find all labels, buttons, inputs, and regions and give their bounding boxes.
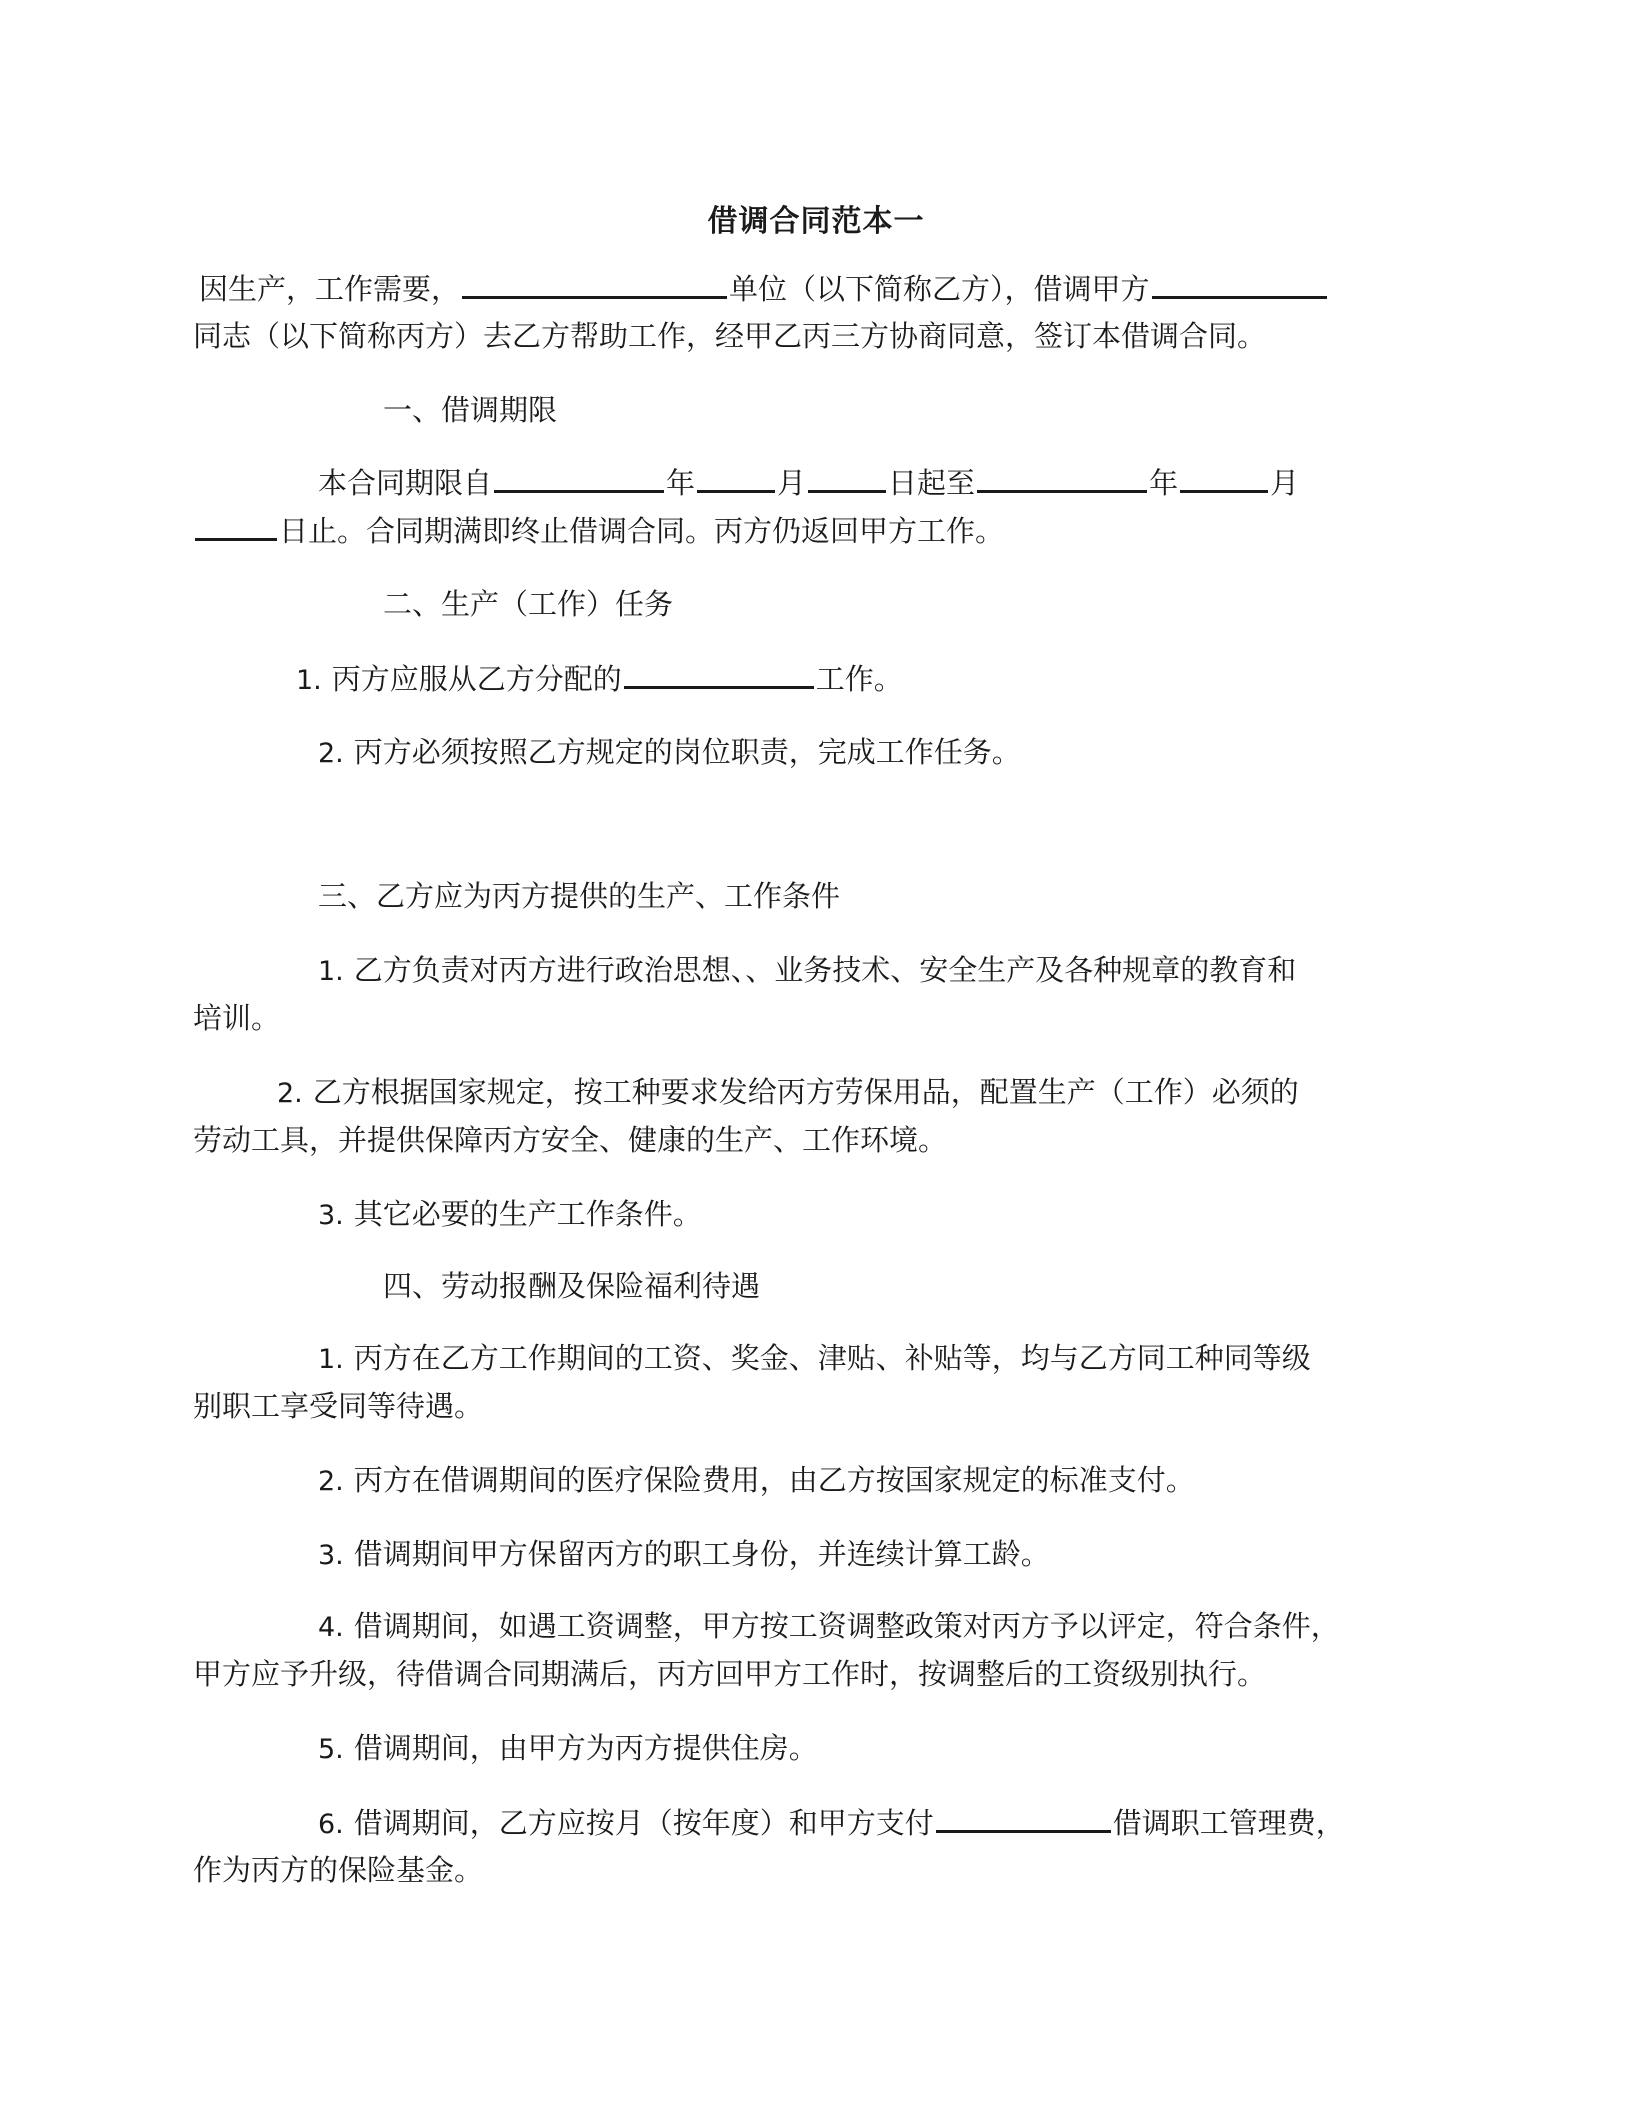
section-4-item-1-line-2: 别职工享受同等待遇。 [193, 1389, 484, 1423]
colleague-name-blank[interactable] [1152, 270, 1327, 299]
end-day-blank[interactable] [195, 512, 277, 541]
intro-text-a: 因生产，工作需要， [199, 272, 461, 306]
intro-line-2: 同志（以下简称丙方）去乙方帮助工作，经甲乙丙三方协商同意，签订本借调合同。 [193, 319, 1267, 353]
end-month-blank[interactable] [1180, 464, 1268, 493]
document-title: 借调合同范本一 [707, 204, 925, 239]
item-number: 1. [318, 956, 344, 987]
item-text-a: 借调期间，乙方应按月（按年度）和甲方支付 [353, 1806, 934, 1840]
item-number: 1. [318, 1344, 344, 1375]
item-text: 丙方必须按照乙方规定的岗位职责，完成工作任务。 [353, 735, 1021, 769]
section-3-item-3 [318, 1196, 702, 1234]
assigned-work-blank[interactable] [624, 660, 814, 689]
section-4-item-1-line-1 [318, 1340, 1311, 1378]
item-text-a: 丙方应服从乙方分配的 [331, 662, 622, 696]
management-fee-blank[interactable] [936, 1804, 1111, 1833]
term-text-year: 年 [666, 466, 696, 500]
item-text: 丙方在乙方工作期间的工资、奖金、津贴、补贴等，均与乙方同工种同等级 [353, 1341, 1311, 1375]
item-text: 借调期间，如遇工资调整，甲方按工资调整政策对丙方予以评定，符合条件， [353, 1609, 1340, 1643]
item-number: 4. [318, 1612, 344, 1643]
section-4-item-6-line-1 [318, 1804, 1345, 1843]
item-text: 乙方根据国家规定，按工种要求发给丙方劳保用品，配置生产（工作）必须的 [312, 1075, 1299, 1109]
item-number: 2. [277, 1078, 303, 1109]
section-4-heading: 四、劳动报酬及保险福利待遇 [383, 1269, 761, 1303]
section-4-item-2 [318, 1462, 1195, 1500]
item-text-b: 工作。 [815, 662, 903, 696]
start-day-blank[interactable] [808, 464, 886, 493]
item-number: 2. [318, 738, 344, 769]
item-number: 6. [318, 1809, 344, 1840]
section-2-item-2 [318, 734, 1021, 772]
section-4-item-5 [318, 1730, 818, 1768]
term-text-month-2: 月 [1270, 466, 1300, 500]
term-text-until: 日起至 [888, 466, 976, 500]
section-3-heading: 三、乙方应为丙方提供的生产、工作条件 [318, 879, 841, 913]
item-number: 2. [318, 1466, 344, 1497]
section-1-line-2 [193, 512, 1004, 549]
section-3-item-2-line-1 [277, 1074, 1299, 1112]
item-text: 其它必要的生产工作条件。 [353, 1197, 702, 1231]
section-3-item-2-line-2: 劳动工具，并提供保障丙方安全、健康的生产、工作环境。 [193, 1123, 948, 1157]
section-4-item-6-line-2: 作为丙方的保险基金。 [193, 1853, 484, 1887]
intro-text-b: 单位（以下简称乙方），借调甲方 [729, 272, 1150, 306]
term-text-year-2: 年 [1149, 466, 1179, 500]
item-number: 3. [318, 1540, 344, 1571]
term-text-from: 本合同期限自 [318, 466, 493, 500]
start-year-blank[interactable] [494, 464, 664, 493]
section-1-heading: 一、借调期限 [383, 393, 558, 427]
item-text-b: 借调职工管理费， [1112, 1806, 1345, 1840]
unit-name-blank[interactable] [462, 270, 727, 299]
item-number: 1. [296, 665, 322, 696]
term-text-month: 月 [777, 466, 807, 500]
section-1-line-1 [318, 464, 1299, 501]
section-2-item-1 [296, 660, 903, 699]
item-text: 借调期间甲方保留丙方的职工身份，并连续计算工龄。 [353, 1537, 1050, 1571]
item-text: 借调期间，由甲方为丙方提供住房。 [353, 1731, 818, 1765]
intro-line-1 [199, 270, 1329, 307]
term-text-end: 日止。合同期满即终止借调合同。丙方仍返回甲方工作。 [279, 514, 1005, 548]
section-3-item-1-line-1 [318, 952, 1296, 990]
section-3-item-1-line-2: 培训。 [193, 1001, 281, 1035]
end-year-blank[interactable] [977, 464, 1147, 493]
section-2-heading: 二、生产（工作）任务 [383, 587, 674, 621]
item-text: 乙方负责对丙方进行政治思想、、业务技术、安全生产及各种规章的教育和 [353, 953, 1297, 987]
item-text: 丙方在借调期间的医疗保险费用，由乙方按国家规定的标准支付。 [353, 1463, 1195, 1497]
section-4-item-4-line-1 [318, 1608, 1340, 1646]
start-month-blank[interactable] [697, 464, 775, 493]
item-number: 5. [318, 1734, 344, 1765]
item-number: 3. [318, 1200, 344, 1231]
section-4-item-4-line-2: 甲方应予升级，待借调合同期满后，丙方回甲方工作时，按调整后的工资级别执行。 [193, 1657, 1267, 1691]
section-4-item-3 [318, 1536, 1050, 1574]
